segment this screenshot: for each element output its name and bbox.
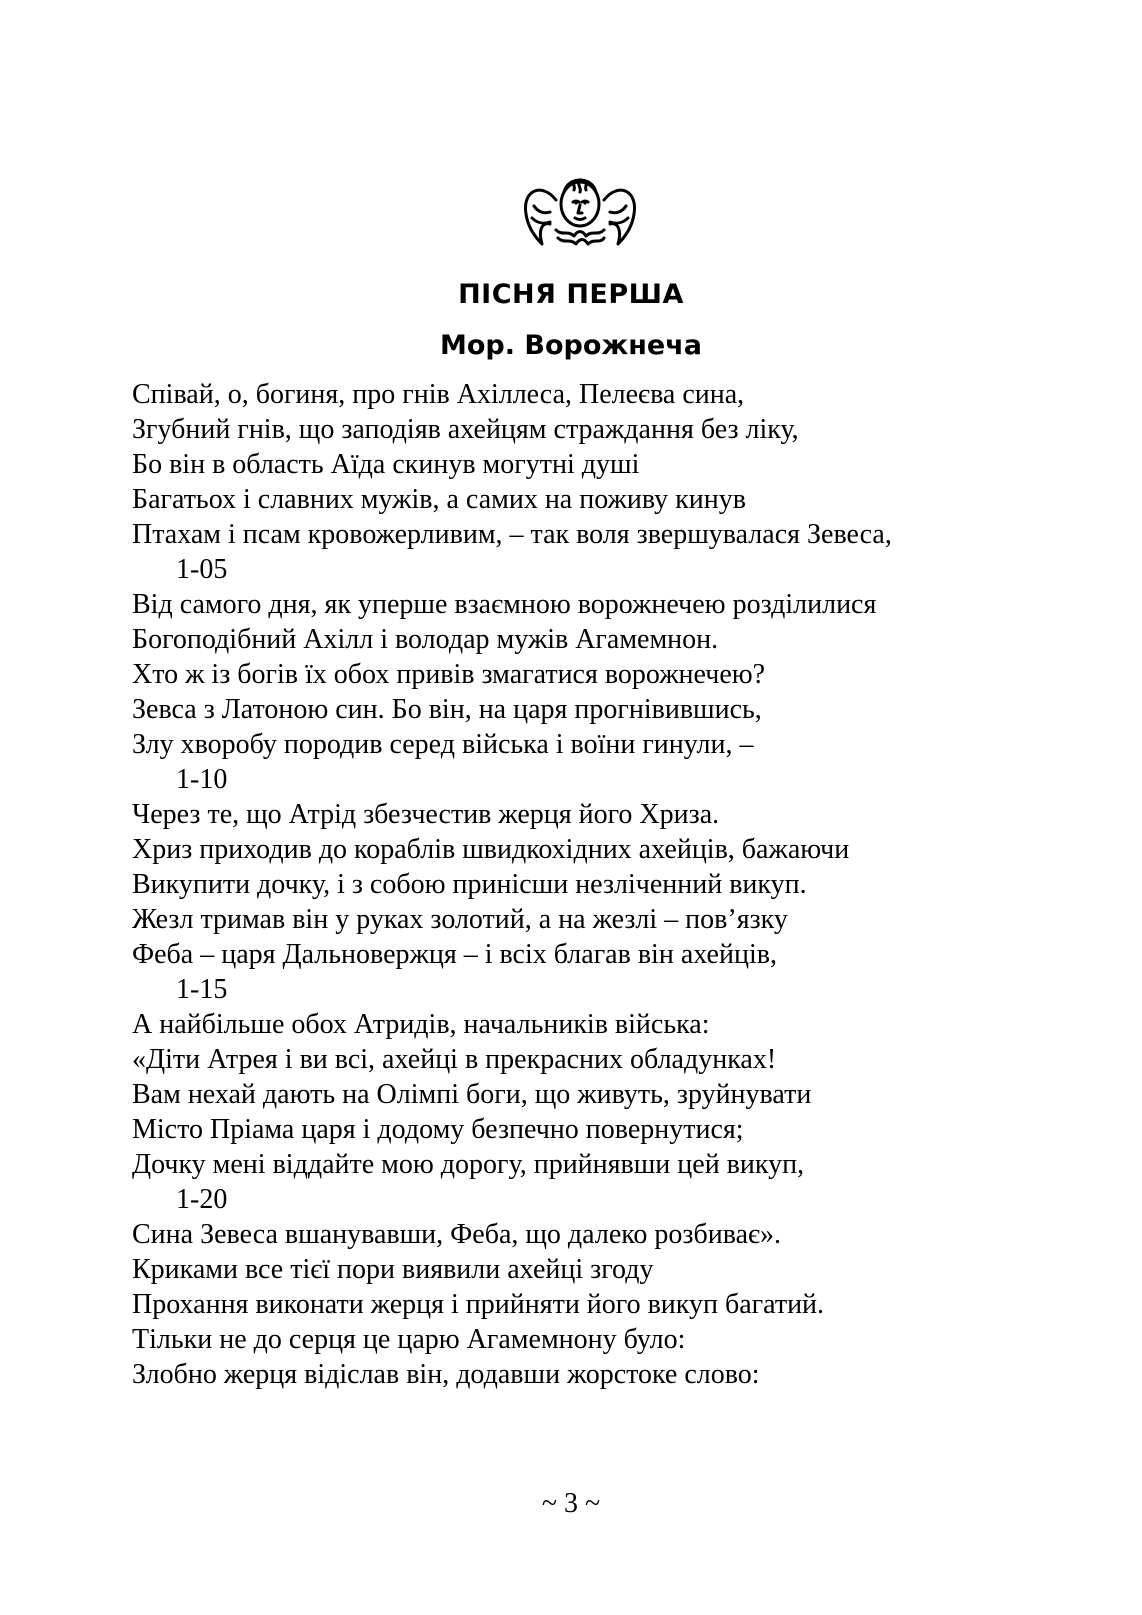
line-number: 1-10 [176,764,228,795]
verse-line: Співай, о, богиня, про гнів Ахіллеса, Пелеєва сина, [132,379,745,410]
verse-line: Від самого дня, як уперше взаємною ворожнечею розділилися [132,589,877,620]
verse-line: Згубний гнів, що заподіяв ахейцям страждання без ліку, [132,414,799,445]
verse-line: Місто Пріама царя і додому безпечно повернутися; [132,1114,744,1145]
verse-line: Бо він в область Аїда скинув могутні душі [132,449,640,480]
section-title: Мор. Ворожнеча [440,330,702,361]
verse-line: «Діти Атрея і ви всі, ахейці в прекрасних обладунках! [132,1044,777,1075]
verse-line: Жезл тримав він у руках золотий, а на жезлі – пов’язку [132,904,788,935]
verse-line: Злу хворобу породив серед війська і воїни гинули, – [132,729,754,760]
verse-line: Птахам і псам кровожерливим, – так воля звершувалася Зевеса, [132,519,892,550]
verse-line: А найбільше обох Атридів, начальників війська: [132,1009,710,1040]
verse-line: Хриз приходив до кораблів швидкохідних ахейців, бажаючи [132,834,850,865]
verse-line: Викупити дочку, і з собою принісши незліченний викуп. [132,869,807,900]
verse-line: Через те, що Атрід збезчестив жерця його Хриза. [132,799,720,830]
verse-line: Дочку мені віддайте мою дорогу, прийнявши цей викуп, [132,1149,805,1180]
line-number: 1-20 [176,1184,228,1215]
verse-line: Злобно жерця відіслав він, додавши жорстоке слово: [132,1359,760,1390]
verse-line: Сина Зевеса вшанувавши, Феба, що далеко розбиває». [132,1219,782,1250]
verse-line: Прохання виконати жерця і прийняти його викуп багатий. [132,1289,825,1320]
angel-head-ornament-icon [520,172,640,248]
verse-line: Вам нехай дають на Олімпі боги, що живуть, зруйнувати [132,1079,812,1110]
verse-line: Багатьох і славних мужів, а самих на поживу кинув [132,484,746,515]
verse-line: Богоподібний Ахілл і володар мужів Агамемнон. [132,624,719,655]
verse-line: Криками все тієї пори виявили ахейці згоду [132,1254,654,1285]
verse-line: Тільки не до серця це царю Агамемнону було: [132,1324,686,1355]
verse-line: Зевса з Латоною син. Бо він, на царя прогнівившись, [132,694,762,725]
verse-line: Феба – царя Дальновержця – і всіх благав він ахейців, [132,939,777,970]
line-number: 1-05 [176,554,228,585]
line-number: 1-15 [176,974,228,1005]
verse-line: Хто ж із богів їх обох привів змагатися ворожнечею? [132,659,766,690]
poem-text [132,377,1032,1392]
song-title: ПІСНЯ ПЕРША [458,279,684,310]
page-number: ~ 3 ~ [541,1488,601,1519]
